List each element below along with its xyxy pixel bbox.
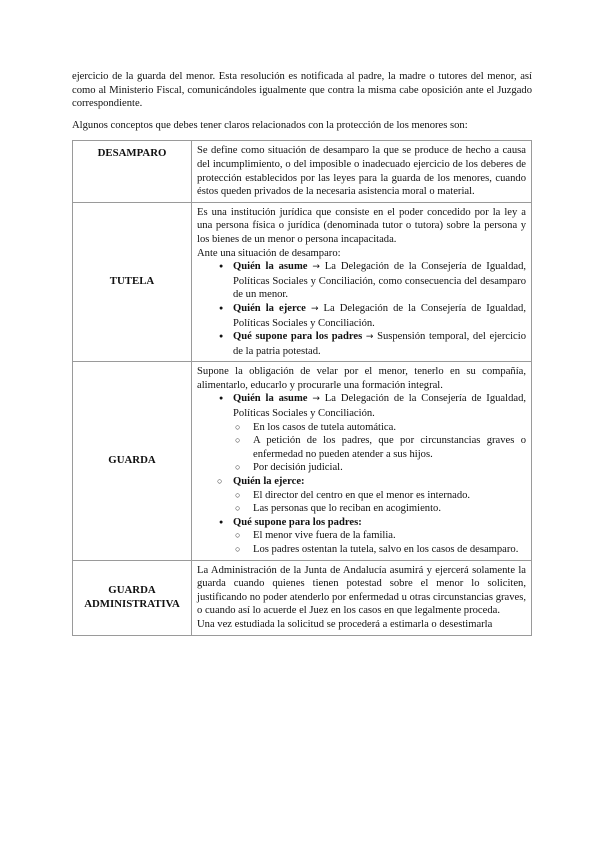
arrow-icon: → [312, 394, 320, 405]
table-row-desamparo [73, 141, 532, 202]
list-item [197, 260, 526, 302]
item-label: Quién la asume [233, 393, 308, 405]
list-item [197, 475, 526, 489]
list-item: ○ Las personas que lo reciban en acogimiento. [233, 502, 526, 516]
term-tutela: TUTELA [73, 202, 192, 362]
lead-sentence: Algunos conceptos que debes tener claros relacionados con la protección de los menores son: [72, 119, 468, 131]
item-label: Quién la ejerce: [233, 476, 305, 488]
tutela-definition-text: Es una institución jurídica que consiste en el poder concedido por la ley a una persona física o jurídica (denominada tutor o tutora) sobre la persona y los bienes de un menor o persona incapacitada. [197, 206, 526, 245]
list-item: ○ Por decisión judicial. [233, 461, 526, 475]
arrow-icon: → [365, 332, 374, 343]
table-row-guarda [73, 362, 532, 560]
table-row-guarda-administrativa [73, 560, 532, 635]
arrow-icon: → [312, 262, 320, 273]
guarda-asume-sublist [197, 421, 526, 475]
arrow-icon: → [310, 303, 319, 314]
definition-desamparo: Se define como situación de desamparo la que se produce de hecho a causa del incumplimiento, o del imposible o inadecuado ejercicio de los deberes de protección establecidos por las leyes para la guarda de los menores, cuando éstos queden privados de la necesaria asistencia moral o material. [192, 141, 532, 202]
list-item: ○ En los casos de tutela automática. [233, 421, 526, 435]
definition-guarda [192, 362, 532, 560]
term-guarda: GUARDA [73, 362, 192, 560]
guarda-ejerce-sublist [197, 489, 526, 516]
item-text: La Delegación de la Consejería de Igualdad, Políticas Sociales y Conciliación. [233, 302, 526, 329]
definition-tutela [192, 202, 532, 362]
list-item: ○ El director del centro en que el menor es internado. [233, 489, 526, 503]
list-item: ○ Los padres ostentan la tutela, salvo en los casos de desamparo. [233, 543, 526, 557]
concepts-table [72, 140, 532, 635]
item-label: Quién la asume [233, 261, 308, 273]
tutela-intro: Ante una situación de desamparo: [197, 247, 341, 259]
intro-paragraph: ejercicio de la guarda del menor. Esta resolución es notificada al padre, la madre o tutores del menor, así como al Ministerio Fiscal, comunicándoles igualmente que contra la misma cabe oposición ante el Juzgado correspondiente. [72, 71, 532, 110]
guarda-ejerce-list [197, 475, 526, 489]
guarda-admin-definition-text: La Administración de la Junta de Andalucía asumirá y ejercerá solamente la guarda cuando quienes tienen potestad sobre el menor lo soliciten, justificando no poder atenderlo por enfermedad u otras circunstancias graves, o cuando así lo acuerde el Juez en los casos en que legalmente proceda. [197, 564, 526, 617]
list-item [197, 302, 526, 330]
term-desamparo: DESAMPARO [73, 141, 192, 202]
item-text: La Delegación de la Consejería de Igualdad, Políticas Sociales y Conciliación. [233, 393, 527, 420]
definition-guarda-administrativa [192, 560, 532, 635]
item-label: Quién la ejerce [233, 302, 306, 314]
document-page [72, 70, 532, 636]
list-item [197, 330, 526, 358]
item-text: La Delegación de la Consejería de Igualdad, Políticas Sociales y Conciliación, como consecuencia del desamparo de un menor. [233, 261, 527, 301]
term-guarda-administrativa: GUARDA ADMINISTRATIVA [73, 560, 192, 635]
guarda-definition-text: Supone la obligación de velar por el menor, tenerlo en su compañía, alimentarlo, educarlo y procurarle una formación integral. [197, 366, 526, 391]
tutela-list [197, 260, 526, 358]
list-item [197, 392, 526, 420]
list-item [197, 516, 526, 530]
item-text: Suspensión temporal, del ejercicio de la patria potestad. [233, 331, 526, 357]
table-row-tutela [73, 202, 532, 362]
item-label: Qué supone para los padres: [233, 516, 362, 528]
guarda-padres-list [197, 516, 526, 530]
list-item: ○ El menor vive fuera de la familia. [233, 529, 526, 543]
guarda-padres-sublist [197, 529, 526, 556]
item-label: Qué supone para los padres [233, 331, 363, 343]
list-item: ○ A petición de los padres, que por circunstancias graves o enfermedad no pueden atender a sus hijos. [233, 434, 526, 461]
guarda-admin-closing: Una vez estudiada la solicitud se procederá a estimarla o desestimarla [197, 618, 493, 630]
guarda-asume-list [197, 392, 526, 420]
